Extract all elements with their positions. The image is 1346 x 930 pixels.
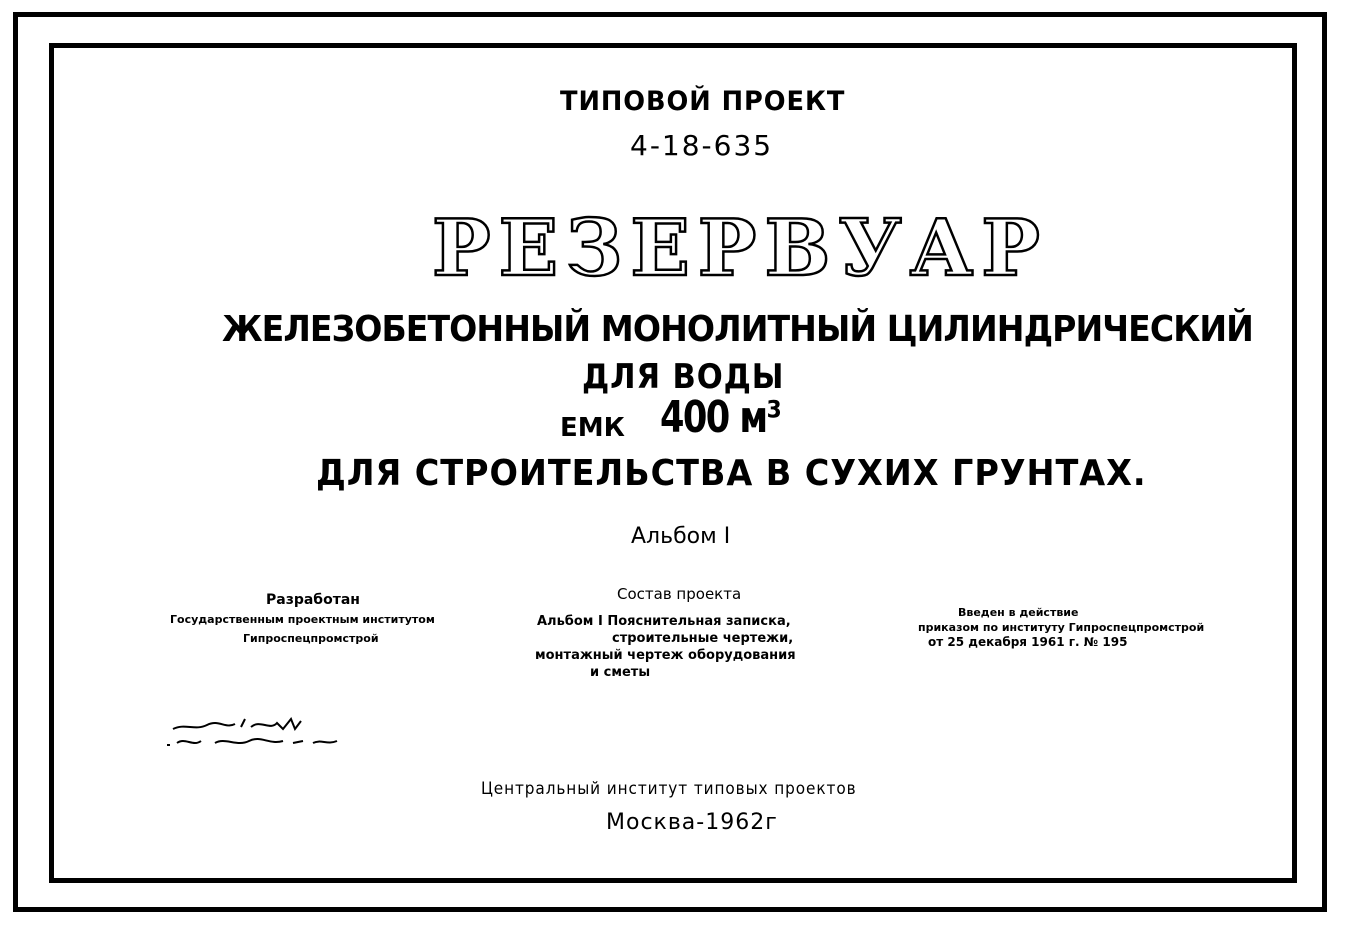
composition-line-1: Альбом I Пояснительная записка, [537, 614, 791, 629]
subtitle-line-1: ЖЕЛЕЗОБЕТОННЫЙ МОНОЛИТНЫЙ ЦИЛИНДРИЧЕСКИЙ [222, 309, 1253, 350]
main-title: РЕЗЕРВУАР [432, 203, 1048, 294]
composition-heading: Состав проекта [617, 585, 742, 603]
subtitle-line-2: ДЛЯ ВОДЫ [582, 357, 785, 397]
project-number: 4-18-635 [630, 129, 774, 162]
developed-heading: Разработан [266, 592, 360, 608]
developed-line-2: Гипроспецпромстрой [243, 632, 379, 645]
album-label: Альбом I [631, 524, 731, 549]
city-year: Москва-1962г [606, 810, 778, 835]
introduced-line-1: приказом по институту Гипроспецпромстрой [918, 621, 1205, 634]
handwritten-stamp [165, 715, 355, 751]
capacity-value: 400 м³ [660, 392, 781, 443]
institute-footer: Центральный институт типовых проектов [481, 779, 857, 799]
composition-line-4: и сметы [590, 665, 651, 680]
composition-line-2: строительные чертежи, [612, 631, 794, 646]
developed-line-1: Государственным проектным институтом [170, 613, 435, 626]
project-label: ТИПОВОЙ ПРОЕКТ [560, 86, 846, 117]
subtitle-line-4: ДЛЯ СТРОИТЕЛЬСТВА В СУХИХ ГРУНТАХ. [316, 453, 1147, 494]
introduced-heading: Введен в действие [958, 606, 1079, 619]
composition-line-3: монтажный чертеж оборудования [535, 648, 796, 663]
capacity-label: ЕМК [560, 413, 625, 443]
introduced-line-2: от 25 декабря 1961 г. № 195 [928, 635, 1128, 649]
